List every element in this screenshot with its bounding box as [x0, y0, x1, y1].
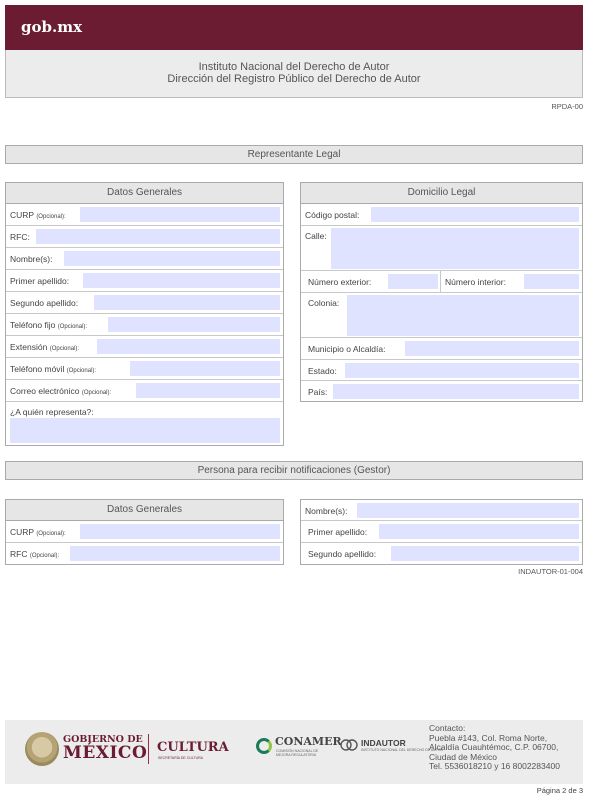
field-label: Correo electrónico (Opcional):	[10, 386, 112, 396]
form-row-gestor-first-surname	[301, 521, 582, 543]
national-seal-icon	[25, 732, 59, 766]
field-label: País:	[308, 387, 328, 397]
form-row-street	[301, 226, 582, 271]
field-label: Segundo apellido:	[308, 549, 377, 559]
form-row-gestor-name	[301, 500, 582, 521]
form-row-municipality	[301, 338, 582, 360]
gobierno-de-text: GOBIERNO DE	[63, 734, 143, 745]
curp-input[interactable]	[80, 207, 280, 222]
form-row-landline	[6, 314, 283, 336]
conamer-icon	[256, 738, 272, 754]
form-row-email	[6, 380, 283, 402]
name-input[interactable]	[64, 251, 280, 266]
form-code: RPDA-00	[551, 102, 583, 111]
field-label: RFC (Opcional):	[10, 549, 60, 559]
gestor-first-surname-input[interactable]	[379, 524, 579, 539]
panel-title: Datos Generales	[6, 183, 283, 204]
state-input[interactable]	[345, 363, 579, 378]
form-row-gestor-rfc	[6, 543, 283, 565]
conamer-logo: CONAMER	[275, 735, 342, 748]
form-row-country	[301, 381, 582, 402]
field-label: ¿A quién representa?:	[10, 407, 94, 417]
field-label: Primer apellido:	[10, 276, 70, 286]
field-label: Código postal:	[305, 210, 360, 220]
field-label: Municipio o Alcaldía:	[308, 344, 386, 354]
field-label: Calle:	[305, 231, 327, 241]
first-surname-input[interactable]	[83, 273, 280, 288]
section-title-legal-representative: Representante Legal	[5, 145, 583, 164]
legal-address-panel	[300, 182, 583, 402]
field-label: Primer apellido:	[308, 527, 368, 537]
panel-title: Domicilio Legal	[301, 183, 582, 204]
contact-line: Alcaldía Cuauhtémoc, C.P. 06700,	[429, 742, 559, 752]
field-label: Segundo apellido:	[10, 298, 79, 308]
colony-input[interactable]	[347, 295, 579, 336]
section-title-gestor: Persona para recibir notificaciones (Gestor)	[5, 461, 583, 480]
exterior-number-input[interactable]	[388, 274, 438, 289]
gob-mx-logo[interactable]: gob.mx	[21, 18, 83, 36]
footer-bar	[5, 720, 583, 784]
form-row-gestor-second-surname	[301, 543, 582, 565]
column-divider	[440, 271, 441, 292]
institution-box	[5, 50, 583, 98]
field-label: Nombre(s):	[305, 506, 348, 516]
cultura-subtitle: SECRETARÍA DE CULTURA	[158, 756, 203, 760]
page-number: Página 2 de 3	[536, 786, 583, 795]
form-row-rfc	[6, 226, 283, 248]
field-label: Estado:	[308, 366, 337, 376]
contact-block	[429, 724, 560, 772]
form-row-second-surname	[6, 292, 283, 314]
footer-divider	[148, 734, 149, 764]
indautor-subtitle: INSTITUTO NACIONAL DEL DERECHO DE AUTOR	[361, 748, 444, 752]
form-row-represents	[6, 402, 283, 446]
form-row-first-surname	[6, 270, 283, 292]
legal-general-data-panel	[5, 182, 284, 446]
interior-number-input[interactable]	[524, 274, 579, 289]
contact-line: Tel. 5536018210 y 16 8002283400	[429, 761, 560, 771]
form-row-numbers	[301, 271, 582, 293]
second-surname-input[interactable]	[94, 295, 280, 310]
form-row-colony	[301, 293, 582, 338]
conamer-subtitle: COMISIÓN NACIONAL DE MEJORA REGULATORIA	[276, 749, 319, 757]
gestor-curp-input[interactable]	[80, 524, 280, 539]
represents-input[interactable]	[10, 418, 280, 443]
gestor-names-panel	[300, 499, 583, 565]
institute-name: Instituto Nacional del Derecho de Autor	[198, 61, 390, 73]
indautor-logo: INDAUTOR	[361, 738, 406, 748]
field-label: Colonia:	[308, 298, 340, 308]
municipality-input[interactable]	[405, 341, 579, 356]
direction-name: Dirección del Registro Público del Derecho de Autor	[167, 73, 421, 85]
indautor-icon	[340, 738, 358, 752]
field-label: RFC:	[10, 232, 30, 242]
landline-input[interactable]	[108, 317, 280, 332]
field-label: CURP (Opcional):	[10, 527, 66, 537]
postal-code-input[interactable]	[371, 207, 579, 222]
gob-header-bar	[5, 5, 583, 50]
field-label: Nombre(s):	[10, 254, 53, 264]
field-label: Teléfono fijo (Opcional):	[10, 320, 88, 330]
gestor-general-data-panel	[5, 499, 284, 565]
cultura-logo: CULTURA	[157, 740, 229, 755]
gestor-rfc-input[interactable]	[70, 546, 280, 561]
form-row-curp	[6, 204, 283, 226]
field-label: Teléfono móvil (Opcional):	[10, 364, 97, 374]
gestor-name-input[interactable]	[357, 503, 579, 518]
field-label: CURP (Opcional):	[10, 210, 66, 220]
form-row-extension	[6, 336, 283, 358]
email-input[interactable]	[136, 383, 280, 398]
field-label: Extensión (Opcional):	[10, 342, 80, 352]
form-row-gestor-curp	[6, 521, 283, 543]
panel-title: Datos Generales	[6, 500, 283, 521]
contact-line: Puebla #143, Col. Roma Norte,	[429, 732, 548, 743]
form-row-name	[6, 248, 283, 270]
street-input[interactable]	[331, 228, 579, 269]
country-input[interactable]	[333, 384, 579, 399]
rfc-input[interactable]	[36, 229, 280, 244]
form-row-postal-code	[301, 204, 582, 226]
mobile-input[interactable]	[130, 361, 280, 376]
contact-line: Ciudad de México	[429, 751, 498, 762]
contact-title: Contacto:	[429, 723, 466, 733]
mexico-text: MÉXICO	[63, 743, 148, 763]
indautor-form-code: INDAUTOR-01-004	[518, 567, 583, 576]
form-row-state	[301, 360, 582, 381]
field-label: Número exterior:	[308, 277, 372, 287]
extension-input[interactable]	[97, 339, 280, 354]
field-label: Número interior:	[445, 277, 506, 287]
gestor-second-surname-input[interactable]	[391, 546, 579, 561]
form-row-mobile	[6, 358, 283, 380]
